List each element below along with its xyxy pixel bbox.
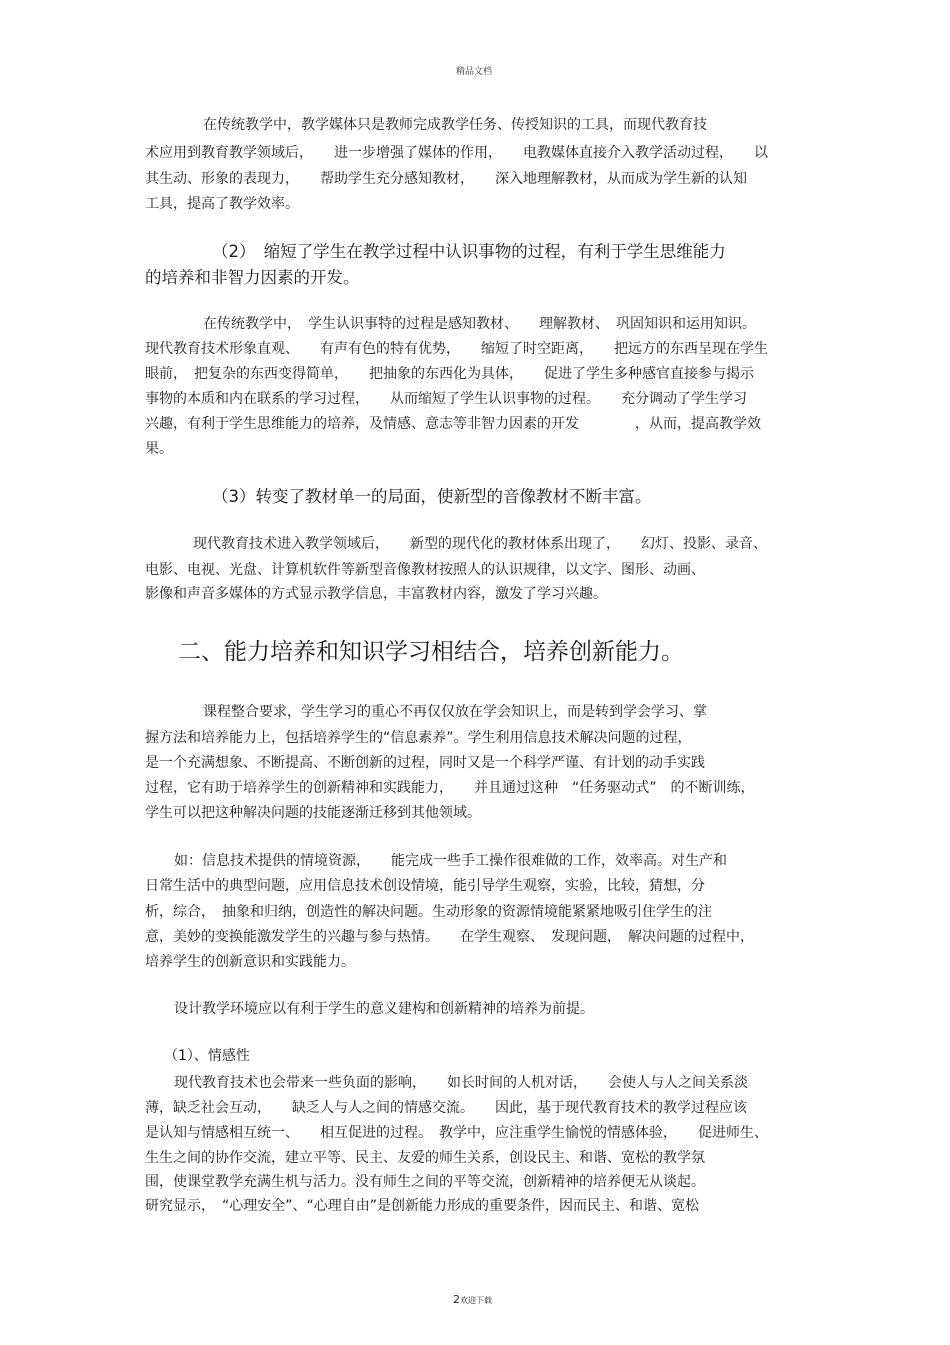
page-footer (453, 1293, 492, 1306)
paragraph-line: 学生可以把这种解决问题的技能逐渐迁移到其他领域。 (145, 805, 481, 821)
section-subheading: （2） 缩短了学生在教学过程中认识事物的过程，有利于学生思维能力 (212, 242, 726, 261)
paragraph-line: 设计教学环境应以有利于学生的意义建构和创新精神的培养为前提。 (174, 1001, 594, 1017)
paragraph-line: 电影、电视、光盘、计算机软件等新型音像教材按照人的认识规律，以文字、图形、动画、 (145, 562, 705, 578)
paragraph-line: 事物的本质和内在联系的学习过程， 从而缩短了学生认识事物的过程。 充分调动了学生学习 (145, 391, 747, 407)
footer-note: 欢迎下载 (460, 1296, 492, 1305)
paragraph-line: 果。 (145, 441, 173, 457)
paragraph-line: 析，综合， 抽象和归纳，创造性的解决问题。生动形象的资源情境能紧紧地吸引住学生的注 (145, 904, 712, 920)
paragraph-line: 生生之间的协作交流，建立平等、民主、友爱的师生关系，创设民主、和谐、宽松的教学氛 (145, 1150, 705, 1166)
paragraph-line: 影像和声音多媒体的方式显示教学信息，丰富教材内容，激发了学习兴趣。 (145, 586, 607, 602)
page-number: 2 (453, 1293, 460, 1306)
paragraph-line: 在传统教学中，教学媒体只是教师完成教学任务、传授知识的工具，而现代教育技 (203, 117, 707, 133)
paragraph-line: 在传统教学中， 学生认识事特的过程是感知教材、 理解教材、 巩固知识和运用知识。 (203, 316, 756, 332)
paragraph-line: 术应用到教育教学领域后， 进一步增强了媒体的作用， 电教媒体直接介入教学活动过程， 以 (145, 145, 768, 161)
paragraph-line: 日常生活中的典型问题，应用信息技术创设情境，能引导学生观察，实验，比较，猜想，分 (145, 878, 705, 894)
paragraph-line: 课程整合要求，学生学习的重心不再仅仅放在学会知识上，而是转到学会学习、掌 (203, 704, 707, 720)
section-subheading: 的培养和非智力因素的开发。 (145, 268, 360, 287)
paragraph-line: 薄，缺乏社会互动， 缺乏人与人之间的情感交流。 因此，基于现代教育技术的教学过程应该 (145, 1100, 747, 1116)
paragraph-line: 眼前， 把复杂的东西变得简单， 把抽象的东西化为具体， 促进了学生多种感官直接参与揭示 (145, 366, 754, 382)
paragraph-line: 如：信息技术提供的情境资源， 能完成一些手工操作很难做的工作，效率高。对生产和 (174, 853, 727, 869)
paragraph-line: 是认知与情感相互统一、 相互促进的过程。 教学中，应注重学生愉悦的情感体验， 促进师生、 (145, 1125, 768, 1141)
paragraph-line: 其生动、形象的表现力， 帮助学生充分感知教材， 深入地理解教材，从而成为学生新的认知 (145, 171, 747, 187)
paragraph-line: 工具，提高了教学效率。 (145, 196, 299, 212)
section-heading: 二、能力培养和知识学习相结合，培养创新能力。 (178, 639, 684, 665)
paragraph-line: 兴趣，有利于学生思维能力的培养，及情感、意志等非智力因素的开发 ，从而，提高教学效 (145, 416, 761, 432)
paragraph-line: 研究显示， “心理安全”、“心理自由”是创新能力形成的重要条件，因而民主、和谐、宽松 (145, 1198, 700, 1214)
paragraph-line: 现代教育技术形象直观、 有声有色的特有优势， 缩短了时空距离， 把远方的东西呈现在学生 (145, 341, 768, 357)
subsection-label: （1）、情感性 (164, 1048, 250, 1064)
paragraph-line: 意，美妙的变换能激发学生的兴趣与参与热情。 在学生观察、 发现问题， 解决问题的过程中， (145, 929, 754, 945)
paragraph-line: 围，使课堂教学充满生机与活力。没有师生之间的平等交流，创新精神的培养便无从谈起。 (145, 1174, 705, 1190)
paragraph-line: 现代教育技术也会带来一些负面的影响， 如长时间的人机对话， 会使人与人之间关系淡 (174, 1075, 748, 1091)
paragraph-line: 培养学生的创新意识和实践能力。 (145, 954, 355, 970)
page-header: 精品文档 (456, 67, 493, 77)
paragraph-line: 过程，它有助于培养学生的创新精神和实践能力， 并且通过这种 “任务驱动式” 的不断训练， (145, 780, 755, 796)
paragraph-line: 是一个充满想象、不断提高、不断创新的过程，同时又是一个科学严谨、有计划的动手实践 (145, 755, 705, 771)
paragraph-line: 握方法和培养能力上，包括培养学生的“信息素养”。学生利用信息技术解决问题的过程， (145, 730, 692, 746)
section-subheading: （3）转变了教材单一的局面，使新型的音像教材不断丰富。 (212, 487, 652, 506)
paragraph-line: 现代教育技术进入教学领域后， 新型的现代化的教材体系出现了， 幻灯、投影、录音、 (193, 536, 767, 552)
